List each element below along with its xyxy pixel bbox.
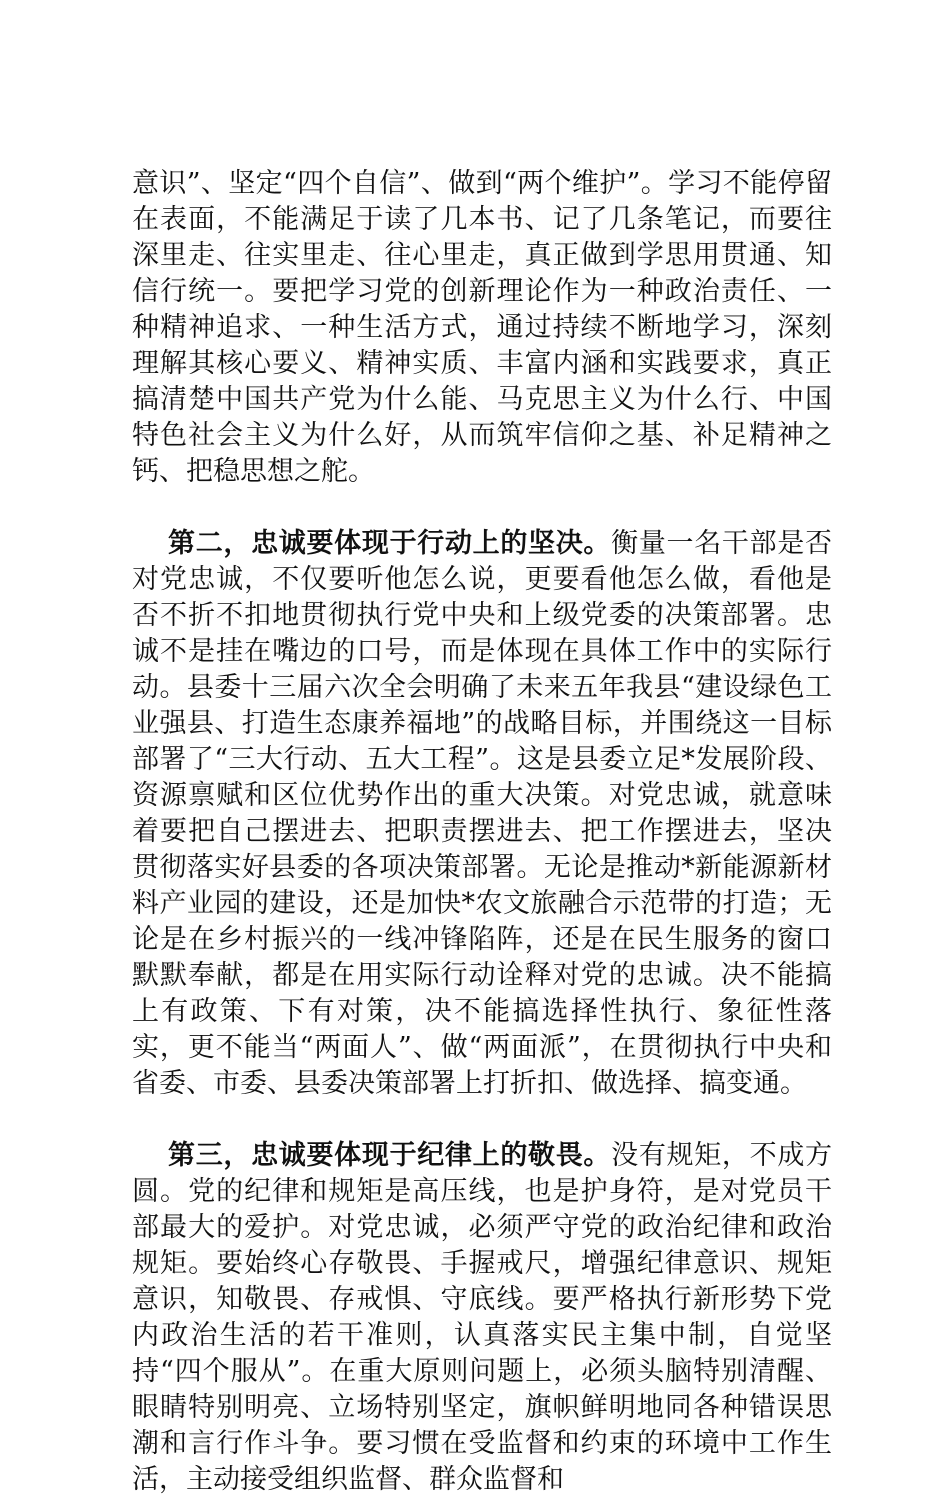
paragraph-3-lead: 第三，忠诚要体现于纪律上的敬畏。 bbox=[168, 1140, 612, 1171]
paragraph-2-text: 衡量一名干部是否对党忠诚，不仅要听他怎么说，更要看他怎么做，看他是否不折不扣地贯彻执行党中央和上级党委的决策部署。忠诚不是挂在嘴边的口号，而是体现在具体工作中的实际行动。县委十三届六次全会明确了未来五年我县“建设绿色工业强县、打造生态康养福地”的战略目标，并围绕这一目标部署了“三大行动、五大工程”。这是县委立足*发展阶段、资源禀赋和区位优势作出的重大决策。对党忠诚，就意味着要把自己摆进去、把职责摆进去、把工作摆进去，坚决贯彻落实好县委的各项决策部署。无论是推动*新能源新材料产业园的建设，还是加快*农文旅融合示范带的打造；无论是在乡村振兴的一线冲锋陷阵，还是在民生服务的窗口默默奉献，都是在用实际行动诠释对党的忠诚。决不能搞上有政策、下有对策，决不能搞选择性执行、象征性落实，更不能当“两面人”、做“两面派”，在贯彻执行中央和省委、市委、县委决策部署上打折扣、做选择、搞变通。 bbox=[132, 528, 833, 1099]
paragraph-1-text: 意识”、坚定“四个自信”、做到“两个维护”。学习不能停留在表面，不能满足于读了几本书、记了几条笔记，而要往深里走、往实里走、往心里走，真正做到学思用贯通、知信行统一。要把学习党的创新理论作为一种政治责任、一种精神追求、一种生活方式，通过持续不断地学习，深刻理解其核心要义、精神实质、丰富内涵和实践要求，真正搞清楚中国共产党为什么能、马克思主义为什么行、中国特色社会主义为什么好，从而筑牢信仰之基、补足精神之钙、把稳思想之舵。 bbox=[132, 168, 832, 487]
paragraph-2 bbox=[132, 526, 832, 1102]
paragraph-3 bbox=[132, 1138, 832, 1498]
paragraph-3-text: 没有规矩，不成方圆。党的纪律和规矩是高压线，也是护身符，是对党员干部最大的爱护。对党忠诚，必须严守党的政治纪律和政治规矩。要始终心存敬畏、手握戒尺，增强纪律意识、规矩意识，知敬畏、存戒惧、守底线。要严格执行新形势下党内政治生活的若干准则，认真落实民主集中制，自觉坚持“四个服从”。在重大原则问题上，必须头脑特别清醒、眼睛特别明亮、立场特别坚定，旗帜鲜明地同各种错误思潮和言行作斗争。要习惯在受监督和约束的环境中工作生活，主动接受组织监督、群众监督和 bbox=[132, 1140, 833, 1495]
paragraph-2-lead: 第二，忠诚要体现于行动上的坚决。 bbox=[168, 528, 612, 559]
document-body bbox=[132, 166, 832, 1498]
paragraph-1 bbox=[132, 166, 832, 490]
